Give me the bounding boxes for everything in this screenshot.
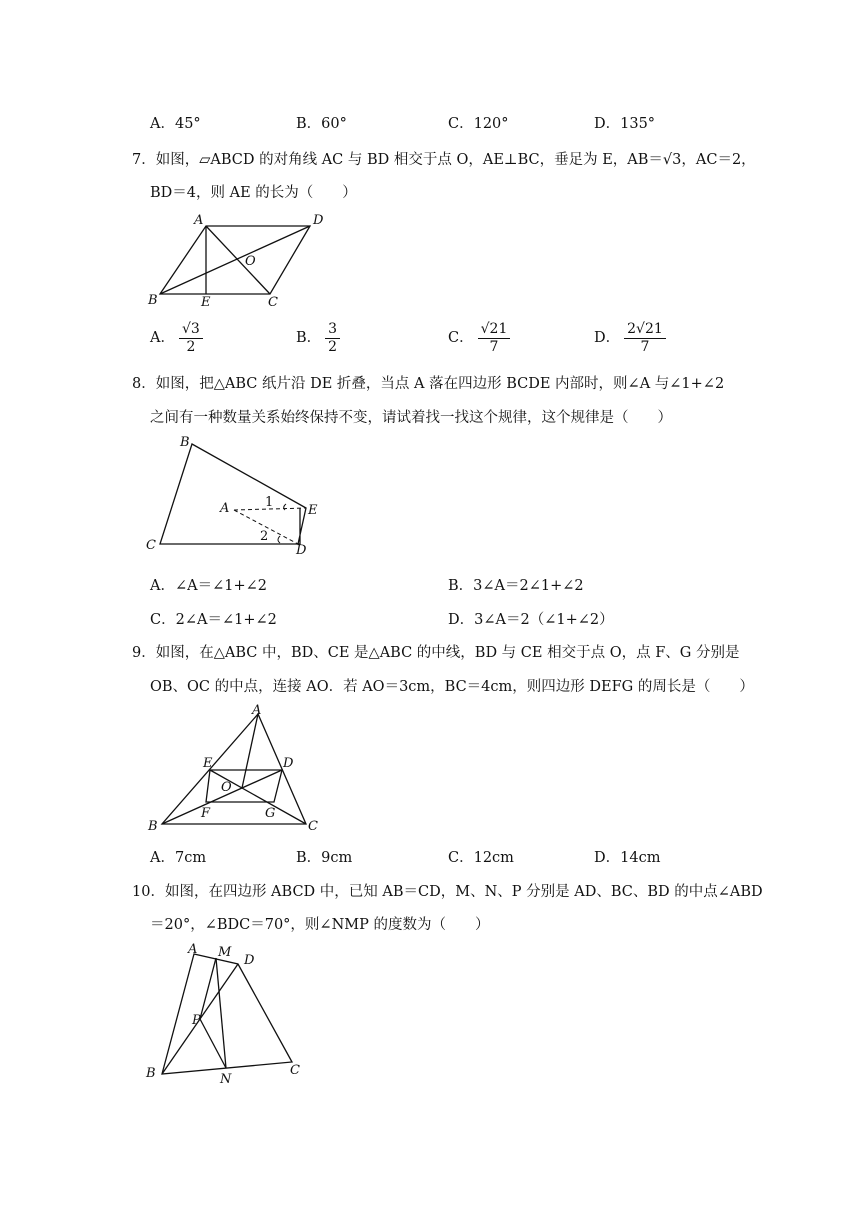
q8-label-e: E xyxy=(308,503,318,518)
q6-option-d: D．135° xyxy=(594,116,656,132)
q10-label-n: N xyxy=(220,1072,232,1087)
q8-stem-line1: 8．如图，把△ABC 纸片沿 DE 折叠，当点 A 落在四边形 BCDE 内部时，则∠A 与∠1+∠2 xyxy=(132,376,725,392)
q9-label-f: F xyxy=(201,806,211,821)
q8-option-d: D．3∠A＝2（∠1+∠2） xyxy=(448,612,614,628)
q9-label-a: A xyxy=(252,703,262,718)
q7-label-a: A xyxy=(194,213,204,228)
q9-label-g: G xyxy=(265,806,276,821)
q9-label-c: C xyxy=(308,819,318,834)
q7-label-o: O xyxy=(245,254,256,269)
q7-label-d: D xyxy=(313,213,324,228)
q9-label-o: O xyxy=(221,780,232,795)
q8-option-a: A．∠A＝∠1+∠2 xyxy=(150,578,267,594)
q10-stem-line1: 10．如图，在四边形 ABCD 中，已知 AB＝CD，M、N、P 分别是 AD、BC、BD 的中点∠ABD xyxy=(132,884,763,900)
q7-option-c: C． $\frac{√21}{7}$ xyxy=(448,322,510,354)
q7-option-b: B． $\frac{3}{2}$ xyxy=(296,322,340,354)
q10-label-m: M xyxy=(218,945,232,960)
q7-label-c: C xyxy=(268,295,278,310)
q8-option-b: B．3∠A＝2∠1+∠2 xyxy=(448,578,584,594)
q9-label-d: D xyxy=(283,756,294,771)
q7-figure xyxy=(140,208,340,312)
q9-option-c: C．12cm xyxy=(448,850,514,866)
q9-stem-line2: OB、OC 的中点，连接 AO．若 AO＝3cm，BC＝4cm，则四边形 DEFG 的周长是（ ） xyxy=(150,679,754,695)
q8-stem-line2: 之间有一种数量关系始终保持不变，请试着找一找这个规律，这个规律是（ ） xyxy=(150,410,672,426)
q8-option-c: C．2∠A＝∠1+∠2 xyxy=(150,612,277,628)
q10-label-a: A xyxy=(188,942,198,957)
q8-label-c: C xyxy=(146,538,156,553)
q10-label-b: B xyxy=(146,1066,156,1081)
q8-label-b: B xyxy=(180,435,190,450)
q7-label-e: E xyxy=(201,295,211,310)
q10-figure xyxy=(140,940,320,1088)
q8-figure xyxy=(140,432,340,562)
q9-option-b: B．9cm xyxy=(296,850,353,866)
q10-stem-line2: ＝20°，∠BDC＝70°，则∠NMP 的度数为（ ） xyxy=(150,917,490,933)
q9-option-a: A．7cm xyxy=(150,850,207,866)
q6-option-c: C．120° xyxy=(448,116,509,132)
q8-label-2: 2 xyxy=(260,529,269,544)
q6-option-b: B．60° xyxy=(296,116,347,132)
q8-label-d: D xyxy=(296,543,307,558)
q7-label-b: B xyxy=(148,293,158,308)
q8-label-a: A xyxy=(220,501,230,516)
q9-stem-line1: 9．如图，在△ABC 中，BD、CE 是△ABC 的中线，BD 与 CE 相交于点 O，点 F、G 分别是 xyxy=(132,645,740,661)
q7-option-d: D． $\frac{2√21}{7}$ xyxy=(594,322,666,354)
q10-label-p: P xyxy=(192,1013,201,1028)
q10-label-d: D xyxy=(244,953,255,968)
q8-label-1: 1 xyxy=(265,495,274,510)
q9-figure xyxy=(140,700,340,840)
q7-stem-line2: BD＝4，则 AE 的长为（ ） xyxy=(150,185,357,201)
q10-label-c: C xyxy=(290,1063,300,1078)
q9-option-d: D．14cm xyxy=(594,850,661,866)
q7-stem-line1: 7．如图，▱ABCD 的对角线 AC 与 BD 相交于点 O，AE⊥BC，垂足为 E，AB＝√3，AC＝2， xyxy=(132,152,756,168)
q6-option-a: A．45° xyxy=(150,116,201,132)
q7-option-a: A． $\frac{√3}{2}$ xyxy=(150,322,203,354)
q9-label-e: E xyxy=(203,756,213,771)
q9-label-b: B xyxy=(148,819,158,834)
